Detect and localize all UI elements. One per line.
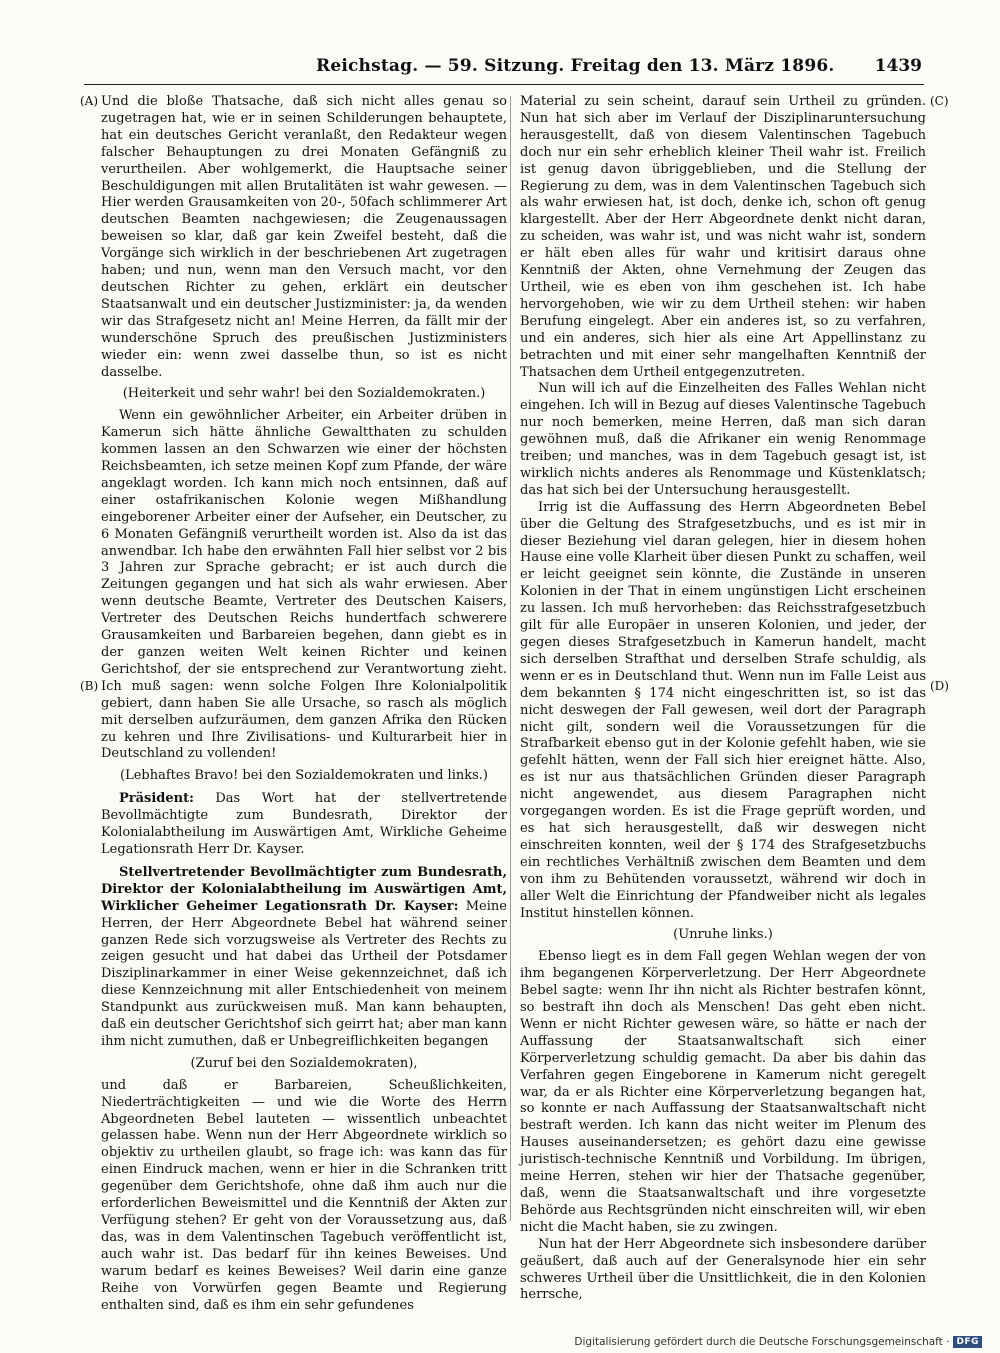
paragraph: Nun will ich auf die Einzelheiten des Falles Wehlan nicht eingehen. Ich will in Bezug auf dieses Valentinsche Tagebuch nur noch bemerken, meine Herren, daß man sich daran gewöhnen muß, daß die Afrikaner ein wenig Renommage treiben; und manches, was in dem Tagebuch gesagt ist, ist wirklich nichts anderes als Renommage und Küstenklatsch; das hat sich bei der Untersuchung herausgestellt.	[520, 381, 926, 498]
paragraph: Irrig ist die Auffassung des Herrn Abgeordneten Bebel über die Geltung des Strafgesetzbuchs, und es ist mir in dieser Beziehung viel daran gelegen, hier in diesem hohen Hause eine volle Klarheit über diesen Punkt zu schaffen, weil er leicht geeignet sein könnte, die Zustände in unseren Kolonien in der That in einem ungünstigen Licht erscheinen zu lassen. Ich muß hervorheben: das Reichsstrafgesetzbuch gilt für alle Europäer in unseren Kolonien, und jeder, der gegen dieses Strafgesetzbuch in Kamerun handelt, macht sich derselben Strafthat und derselben Strafe schuldig, als wenn er es in Deutschland thut. Wenn nun im Falle Leist aus dem bekannten § 174 nicht eingeschritten ist, so ist das nicht deswegen der Fall gewesen, weil dort der Paragraph nicht gilt, sondern weil die Voraussetzungen für die Strafbarkeit ebenso gut in der Kolonie gefehlt haben, wie sie gefehlt hätten, wenn der Fall sich hier ereignet hätte. Also, es ist nur aus thatsächlichen Gründen dieser Paragraph nicht angewendet, aus diesem Paragraphen nicht vorgegangen worden. Es ist die Frage geprüft worden, und es hat sich herausgestellt, daß wir deswegen nicht einschreiten konnten, weil der § 174 des Strafgesetzbuchs ein rechtliches Verhältniß zwischen dem Beamten und dem von ihm zu Behütenden voraussetzt, während wir doch in aller Welt die Einrichtung der Pfandweiber nicht als legales Institut hinstellen können.	[520, 499, 926, 921]
digitization-footer	[574, 1336, 982, 1348]
margin-marker-d: (D)	[930, 679, 949, 693]
interjection: (Zuruf bei den Sozialdemokraten),	[190, 1055, 418, 1071]
right-column	[520, 94, 926, 1304]
dfg-logo: DFG	[953, 1336, 982, 1348]
speech-text: Meine Herren, der Herr Abgeordnete Bebel hat während seiner ganzen Rede sich vorzugsweise als Vertreter des Rechts zu zeigen gesucht und hat dabei das Urtheil der Potsdamer Disziplinarkammer in einer Weise gekennzeichnet, daß ich diese Kennzeichnung mit aller Entschiedenheit von meinem Standpunkt aus zurückweisen muß. Man kann behaupten, daß ein deutscher Gerichtshof sich geirrt hat; aber man kann ihm nicht zumuthen, daß er Unbegreiflichkeiten begangen	[101, 898, 507, 1049]
margin-marker-c: (C)	[930, 94, 949, 108]
paragraph: Und die bloße Thatsache, daß sich nicht alles genau so zugetragen hat, wie er in seinen Schilderungen behauptete, hat ein deutsches Gericht veranlaßt, den Redakteur wegen falscher Behauptungen zu drei Monaten Gefängniß zu verurtheilen. Aber wohlgemerkt, die Hauptsache seiner Beschuldigungen mit allen Brutalitäten ist wahr gewesen. — Hier werden Grausamkeiten von 20-, 50fach schlimmerer Art deutschen Beamten nachgewiesen; die Zeugenaussagen beweisen so klar, daß gar kein Zweifel besteht, daß die Vorgänge sich wirklich in der beschriebenen Art zugetragen haben; und nun, wenn man den Versuch macht, vor den deutschen Richter zu gehen, erklärt ein deutscher Staatsanwalt und ein deutscher Justizminister: ja, da wenden wir das Strafgesetz nicht an! Meine Herren, da fällt mir der wunderschöne Spruch des preußischen Justizministers wieder ein: wenn zwei dasselbe thun, so ist es nicht dasselbe.	[101, 94, 507, 380]
column-divider	[510, 96, 511, 1221]
interjection: (Heiterkeit und sehr wahr! bei den Sozialdemokraten.)	[122, 386, 486, 402]
page-header	[84, 54, 924, 85]
paragraph: und daß er Barbareien, Scheußlichkeiten, Niederträchtigkeiten — und wie die Worte des Herrn Abgeordneten Bebel lauteten — wissentlich unbeachtet gelassen habe. Wenn nun der Herr Abgeordnete wirklich so objektiv zu urtheilen glaubt, so frage ich: was kann das für einen Eindruck machen, wenn er hier in die Schranken tritt gegenüber dem Gerichtshofe, ohne daß ihm auch nur die erforderlichen Beweismittel und die Kenntniß der Akten zur Verfügung stehen? Er geht von der Voraussetzung aus, daß das, was in dem Valentinschen Tagebuch veröffentlicht ist, auch wahr ist. Das bedarf für ihn keines Beweises. Und warum bedarf es keines Beweises? Weil darin eine ganze Reihe von Vorwürfen gegen Beamte und Regierung enthalten sind, daß es ihm ein sehr gefundenes	[101, 1077, 507, 1313]
running-title: Reichstag. — 59. Sitzung. Freitag den 13. März 1896.	[316, 56, 835, 76]
margin-marker-b: (B)	[80, 679, 99, 693]
interjection: (Lebhaftes Bravo! bei den Sozialdemokraten und links.)	[120, 768, 488, 784]
paragraph: Material zu sein scheint, darauf sein Urtheil zu gründen. Nun hat sich aber im Verlauf der Disziplinaruntersuchung herausgestellt, daß von diesem Valentinschen Tagebuch doch nur ein sehr erheblich kleiner Theil wahr ist. Freilich ist genug davon übriggeblieben, und die Stellung der Regierung zu dem, was in dem Valentinschen Tagebuch sich als wahr erwiesen hat, ist doch, denke ich, schon oft genug klargestellt. Aber der Herr Abgeordnete denkt nicht daran, zu scheiden, was wahr ist, und was nicht wahr ist, sondern er hält eben alles für wahr und kritisirt daraus ohne Kenntniß der Akten, ohne Vernehmung der Zeugen das Urtheil, wie es eben von ihm geschehen ist. Ich habe hervorgehoben, wie wir zu dem Urtheil stehen: wir haben Berufung eingelegt. Aber ein anderes ist, so zu verfahren, und ein anderes, sich hier als eine Art Appellinstanz zu betrachten und mit einer sehr mangelhaften Kenntniß der Thatsachen dem Urtheil entgegenzutreten.	[520, 94, 926, 380]
interjection: (Unruhe links.)	[673, 927, 773, 943]
paragraph: Nun hat der Herr Abgeordnete sich insbesondere darüber geäußert, daß auch auf der Generalsynode hier ein sehr schweres Urtheil über die Unsittlichkeit, die in den Kolonien herrsche,	[520, 1236, 926, 1303]
margin-marker-a: (A)	[80, 94, 99, 108]
footer-text: Digitalisierung gefördert durch die Deutsche Forschungsgemeinschaft ·	[574, 1336, 950, 1348]
speaker-paragraph	[101, 865, 507, 1051]
speaker-paragraph	[101, 791, 507, 859]
speech-text: Das Wort hat der stellvertretende Bevollmächtigte zum Bundesrath, Direktor der Kolonialabtheilung im Auswärtigen Amt, Wirkliche Geheime Legationsrath Herr Dr. Kayser.	[101, 791, 507, 857]
paragraph: Wenn ein gewöhnlicher Arbeiter, ein Arbeiter drüben in Kamerun sich hätte ähnliche Gewaltthaten zu schulden kommen lassen an den Schwarzen wie einer der höchsten Reichsbeamten, ich setze meinen Kopf zum Pfande, der wäre angeklagt worden. Ich kann mich noch entsinnen, daß auf einer ostafrikanischen Kolonie wegen Mißhandlung eingeborener Arbeiter einer der Aufseher, ein Deutscher, zu 6 Monaten Gefängniß verurtheilt worden ist. Also da ist das anwendbar. Ich habe den erwähnten Fall hier selbst vor 2 bis 3 Jahren zur Sprache gebracht; er ist auch durch die Zeitungen gegangen und hat sich als wahr erwiesen. Aber wenn deutsche Beamte, Vertreter des Deutschen Kaisers, Vertreter des Deutschen Reichs hundertfach schwerere Grausamkeiten und Barbareien begehen, dann giebt es in der ganzen weiten Welt keinen Richter und keinen Gerichtshof, der sie entsprechend zur Verantwortung zieht. Ich muß sagen: wenn solche Folgen Ihre Kolonialpolitik gebiert, dann haben Sie alle Ursache, so rasch als möglich mit derselben aufzuräumen, dem ganzen Afrika den Rücken zu kehren und Ihre Zivilisations- und Kulturarbeit hier in Deutschland zu vollenden!	[101, 408, 507, 762]
paragraph: Ebenso liegt es in dem Fall gegen Wehlan wegen der von ihm begangenen Körperverletzung. Der Herr Abgeordnete Bebel sagte: wenn Ihr ihn nicht als Richter bestrafen könnt, so bestraft ihn doch als Menschen! Das geht eben nicht. Wenn er nicht Richter gewesen wäre, so hätte er nach der Auffassung der Staatsanwaltschaft sich einer Körperverletzung schuldig gemacht. Da aber bis dahin das Verfahren gegen Eingeborene in Kamerum nicht geregelt war, da er als Richter eine Körperverletzung begangen hat, so konnte er nach Auffassung der Staatsanwaltschaft nicht bestraft werden. Ich kann das nicht weiter im Plenum des Hauses auseinandersetzen; es gehört dazu eine gewisse juristisch-technische Kenntniß und Vorbildung. Im übrigen, meine Herren, stehen wir hier der Thatsache gegenüber, daß, wenn die Staatsanwaltschaft und ihre vorgesetzte Behörde aus Rechtsgründen nicht einschreiten will, wir eben nicht die Macht haben, sie zu zwingen.	[520, 949, 926, 1235]
left-column	[101, 94, 507, 1314]
speaker-name: Stellvertretender Bevollmächtigter zum Bundesrath, Direktor der Kolonialabtheilung im Auswärtigen Amt, Wirklicher Geheimer Legationsrath Dr. Kayser:	[101, 864, 507, 914]
page-number: 1439	[874, 56, 922, 76]
speaker-name: Präsident:	[119, 791, 194, 807]
